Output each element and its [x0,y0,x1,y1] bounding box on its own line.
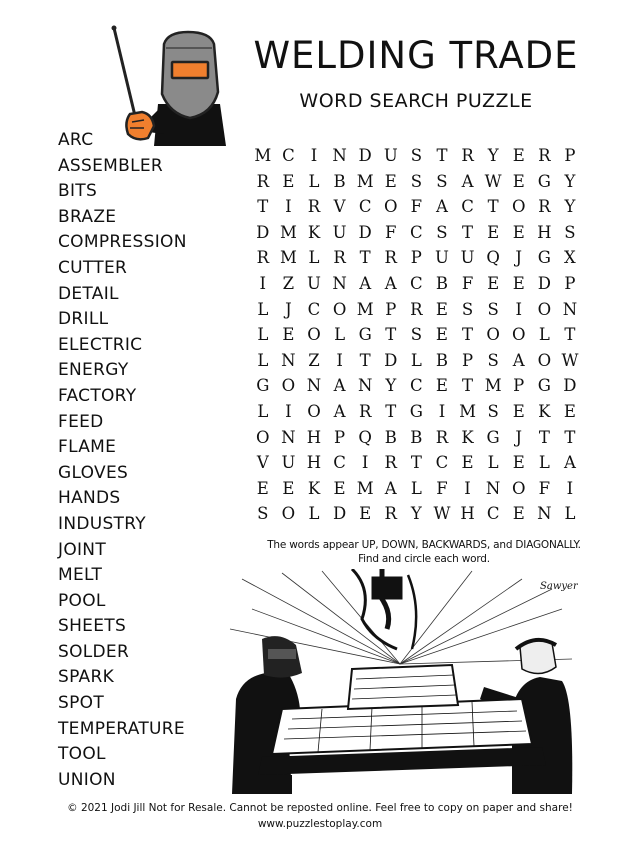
grid-letter[interactable]: O [511,325,526,345]
grid-letter[interactable]: A [384,478,397,498]
grid-letter[interactable]: O [307,325,321,345]
grid-letter[interactable]: P [513,376,525,396]
grid-letter[interactable]: E [487,222,500,242]
grid-letter[interactable]: U [435,248,449,268]
grid-letter[interactable]: O [307,401,321,421]
grid-letter[interactable]: Y [487,146,499,165]
grid-letter[interactable]: L [538,453,550,473]
grid-letter[interactable]: R [461,146,474,165]
grid-letter[interactable]: T [359,350,371,370]
grid-letter[interactable]: S [564,222,576,242]
grid-letter[interactable]: C [282,146,295,165]
grid-letter[interactable]: E [282,171,295,191]
grid-letter[interactable]: Y [410,504,422,524]
grid-letter[interactable]: E [487,273,500,293]
grid-letter[interactable]: F [410,197,423,217]
word-list-item: SHEETS [58,616,127,637]
grid-letter[interactable]: O [256,427,270,447]
grid-letter[interactable]: A [461,171,474,191]
grid-letter[interactable]: C [435,453,449,473]
word-list-item: HANDS [58,488,121,509]
grid-letter[interactable]: E [512,273,525,293]
grid-letter[interactable]: D [358,146,372,165]
grid-letter[interactable]: I [285,197,292,217]
grid-letter[interactable]: T [257,197,269,217]
grid-letter[interactable]: L [564,504,576,524]
grid-letter[interactable]: G [486,427,500,447]
grid-letter[interactable]: D [358,222,372,242]
grid-letter[interactable]: A [512,350,525,370]
grid-letter[interactable]: K [307,222,321,242]
grid-letter[interactable]: G [256,376,270,396]
grid-letter[interactable]: R [384,248,397,268]
grid-letter[interactable]: P [410,248,422,268]
grid-letter[interactable]: S [487,350,499,370]
instructions-line-1: The words appear UP, DOWN, BACKWARDS, and DIAGONALLY. [267,539,581,551]
grid-letter[interactable]: T [538,427,550,447]
grid-letter[interactable]: L [410,478,422,498]
grid-letter[interactable]: S [436,171,448,191]
grid-letter[interactable]: E [512,222,525,242]
grid-letter[interactable]: B [435,273,449,293]
grid-letter[interactable]: U [281,453,296,473]
grid-letter[interactable]: E [435,376,448,396]
grid-letter[interactable]: C [410,376,423,396]
svg-text:Sawyer: Sawyer [540,581,578,592]
grid-letter[interactable]: J [515,248,523,268]
welders-at-work-illustration [222,569,578,794]
grid-letter[interactable]: N [562,299,578,319]
grid-letter[interactable]: C [307,299,321,319]
grid-letter[interactable]: H [460,504,475,524]
grid-letter[interactable]: B [384,427,397,447]
word-list-item: TOOL [58,744,106,765]
grid-letter[interactable]: G [537,376,551,396]
grid-letter[interactable]: R [410,299,423,319]
grid-letter[interactable]: T [385,325,397,345]
grid-letter[interactable]: J [515,427,523,447]
grid-letter[interactable]: G [409,401,423,421]
grid-letter[interactable]: K [307,478,321,498]
grid-letter[interactable]: T [436,146,448,165]
grid-letter[interactable]: O [537,350,552,370]
grid-letter[interactable]: D [537,273,551,293]
grid-letter[interactable]: L [334,325,346,345]
grid-letter[interactable]: Y [564,171,576,191]
grid-letter[interactable]: W [433,504,451,524]
page-subtitle: WORD SEARCH PUZZLE [299,90,533,112]
grid-letter[interactable]: E [512,146,525,165]
grid-letter[interactable]: Z [282,273,295,293]
grid-letter[interactable]: R [307,197,321,217]
grid-letter[interactable]: V [333,197,346,217]
grid-letter[interactable]: S [410,171,423,191]
grid-letter[interactable]: N [357,376,373,396]
grid-letter[interactable]: C [486,504,500,524]
grid-letter[interactable]: Q [486,248,500,268]
grid-letter[interactable]: N [306,376,322,396]
grid-letter[interactable]: O [511,197,526,217]
grid-letter[interactable]: Q [358,427,372,447]
grid-letter[interactable]: C [410,273,423,293]
grid-letter[interactable]: L [538,325,550,345]
grid-letter[interactable]: S [487,299,499,319]
grid-letter[interactable]: S [410,325,423,345]
grid-letter[interactable]: E [333,478,346,498]
grid-letter[interactable]: R [358,401,372,421]
grid-letter[interactable]: C [410,222,423,242]
grid-letter[interactable]: E [512,171,525,191]
word-list-item: JOINT [58,539,107,560]
grid-letter[interactable]: Z [308,350,320,370]
grid-letter[interactable]: B [333,171,346,191]
word-list-item: GLOVES [58,462,129,483]
grid-letter[interactable]: I [336,350,343,370]
grid-letter[interactable]: L [257,325,269,345]
grid-letter[interactable]: C [358,197,372,217]
letter-grid [250,143,583,527]
word-list-item: FACTORY [58,385,137,406]
grid-letter[interactable]: A [563,453,576,473]
grid-letter[interactable]: I [515,299,522,319]
grid-letter[interactable]: F [436,478,448,498]
grid-letter[interactable]: D [332,504,347,524]
word-list-item: ELECTRIC [58,334,143,355]
grid-letter[interactable]: U [307,273,321,293]
grid-letter[interactable]: K [538,401,551,421]
grid-letter[interactable]: T [410,453,422,473]
grid-letter[interactable]: T [462,376,474,396]
grid-letter[interactable]: L [308,171,320,191]
grid-letter[interactable]: A [435,197,448,217]
grid-letter[interactable]: O [384,197,398,217]
grid-letter[interactable]: S [487,401,499,421]
grid-letter[interactable]: U [332,222,347,242]
grid-letter[interactable]: E [563,401,576,421]
grid-letter[interactable]: F [538,478,551,498]
grid-letter[interactable]: K [461,427,474,447]
grid-letter[interactable]: R [538,146,551,165]
grid-letter[interactable]: N [537,504,552,524]
grid-letter[interactable]: R [435,427,449,447]
grid-letter[interactable]: I [566,478,574,498]
grid-letter[interactable]: E [512,504,525,524]
grid-letter[interactable]: O [486,325,500,345]
grid-letter[interactable]: R [333,248,346,268]
grid-letter[interactable]: S [410,146,423,165]
grid-letter[interactable]: E [461,453,474,473]
grid-letter[interactable]: C [461,197,474,217]
grid-letter[interactable]: O [281,376,296,396]
grid-letter[interactable]: O [511,478,526,498]
grid-letter[interactable]: B [435,350,449,370]
grid-letter[interactable]: S [461,299,474,319]
grid-letter[interactable]: M [279,248,297,268]
grid-letter[interactable]: M [356,171,374,191]
grid-letter[interactable]: F [461,273,474,293]
copyright-notice: © 2021 Jodi Jill Not for Resale. Cannot be reposted online. Feel free to copy on paper and share! [67,802,573,814]
grid-letter[interactable]: T [564,325,576,345]
instructions-line-2: Find and circle each word. [358,553,490,565]
grid-letter[interactable]: W [484,171,502,191]
word-list-item: FLAME [58,437,117,458]
grid-letter[interactable]: R [384,504,397,524]
grid-letter[interactable]: N [281,427,296,447]
grid-letter[interactable]: I [259,273,267,293]
grid-letter[interactable]: R [256,171,270,191]
grid-letter[interactable]: E [435,299,448,319]
grid-letter[interactable]: P [385,299,397,319]
grid-letter[interactable]: M [356,478,374,498]
grid-letter[interactable]: G [537,171,551,191]
grid-letter[interactable]: S [257,504,269,524]
grid-letter[interactable]: M [356,299,374,319]
word-list-item: SPARK [58,667,115,688]
grid-letter[interactable]: O [281,504,296,524]
grid-letter[interactable]: T [487,197,499,217]
grid-letter[interactable]: Y [385,376,397,396]
grid-letter[interactable]: J [285,299,292,319]
grid-letter[interactable]: N [485,478,501,498]
grid-letter[interactable]: D [384,350,398,370]
grid-letter[interactable]: E [512,401,525,421]
word-list-item: TEMPERATURE [58,718,185,739]
word-list-item: ASSEMBLER [58,155,164,176]
page-title: WELDING TRADE [253,34,579,77]
grid-letter[interactable]: H [306,427,322,447]
grid-letter[interactable]: M [459,401,476,421]
grid-letter[interactable]: L [410,350,422,370]
grid-letter[interactable]: I [285,401,292,421]
grid-letter[interactable]: V [256,453,269,473]
grid-letter[interactable]: I [438,401,446,421]
word-list-item: ENERGY [58,360,129,381]
grid-letter[interactable]: I [361,453,369,473]
grid-letter[interactable]: L [308,504,320,524]
website-link[interactable]: www.puzzlestoplay.com [257,818,383,830]
grid-letter[interactable]: P [564,146,576,165]
grid-letter[interactable]: O [537,299,552,319]
grid-letter[interactable]: G [537,248,551,268]
grid-letter[interactable]: R [256,248,270,268]
grid-letter[interactable]: R [384,453,397,473]
word-list-item: SPOT [58,693,105,714]
grid-letter[interactable]: D [256,222,270,242]
grid-letter[interactable]: A [333,401,346,421]
instructions [245,538,603,566]
grid-letter[interactable]: N [332,273,347,293]
grid-letter[interactable]: S [436,222,448,242]
word-list [58,128,187,793]
grid-letter[interactable]: L [257,401,269,421]
grid-letter[interactable]: A [384,273,397,293]
grid-letter[interactable]: T [385,401,397,421]
grid-letter[interactable]: P [461,350,474,370]
footer [0,800,640,832]
word-list-item: BITS [58,181,98,202]
grid-letter[interactable]: E [256,478,269,498]
grid-letter[interactable]: O [332,299,347,319]
word-list-item: DETAIL [58,283,119,304]
grid-letter[interactable]: N [281,350,296,370]
grid-letter[interactable]: E [384,171,397,191]
grid-letter[interactable]: I [464,478,471,498]
grid-letter[interactable]: I [310,146,318,165]
grid-letter[interactable]: M [484,376,502,396]
grid-letter[interactable]: W [561,350,579,370]
grid-letter[interactable]: T [462,222,474,242]
word-list-item: CUTTER [58,257,128,278]
grid-letter[interactable]: X [564,248,576,268]
word-list-item: BRAZE [58,206,117,227]
word-list-item: ARC [58,130,94,150]
grid-letter[interactable]: G [358,325,372,345]
grid-letter[interactable]: C [333,453,346,473]
word-list-item: COMPRESSION [58,232,187,253]
grid-letter[interactable]: F [385,222,397,242]
grid-letter[interactable]: M [254,146,272,165]
grid-letter[interactable]: L [257,299,269,319]
grid-letter[interactable]: E [512,453,525,473]
grid-letter[interactable]: H [306,453,322,473]
word-list-item: DRILL [58,309,109,330]
grid-letter[interactable]: E [435,325,448,345]
grid-letter[interactable]: T [564,427,576,447]
grid-letter[interactable]: L [487,453,499,473]
word-list-item: FEED [58,411,104,432]
grid-letter[interactable]: P [564,273,576,293]
grid-letter[interactable]: M [279,222,297,242]
grid-letter[interactable]: L [308,248,320,268]
grid-letter[interactable]: A [359,273,372,293]
word-list-item: POOL [58,590,106,611]
grid-letter[interactable]: A [333,376,346,396]
word-list-item: INDUSTRY [58,513,146,534]
grid-letter[interactable]: U [383,146,398,165]
grid-letter[interactable]: T [462,325,474,345]
grid-letter[interactable]: Y [564,197,576,217]
grid-letter[interactable]: U [460,248,475,268]
word-list-item: UNION [58,769,116,790]
word-list-item: MELT [58,565,103,586]
grid-letter[interactable]: E [282,478,295,498]
grid-letter[interactable]: R [538,197,551,217]
grid-letter[interactable]: B [410,427,423,447]
grid-letter[interactable]: D [563,376,577,396]
grid-letter[interactable]: N [332,146,347,165]
word-list-item: SOLDER [58,641,130,662]
grid-letter[interactable]: E [282,325,295,345]
grid-letter[interactable]: T [359,248,371,268]
grid-letter[interactable]: E [359,504,372,524]
grid-letter[interactable]: H [537,222,552,242]
grid-letter[interactable]: L [257,350,269,370]
grid-letter[interactable]: P [334,427,346,447]
